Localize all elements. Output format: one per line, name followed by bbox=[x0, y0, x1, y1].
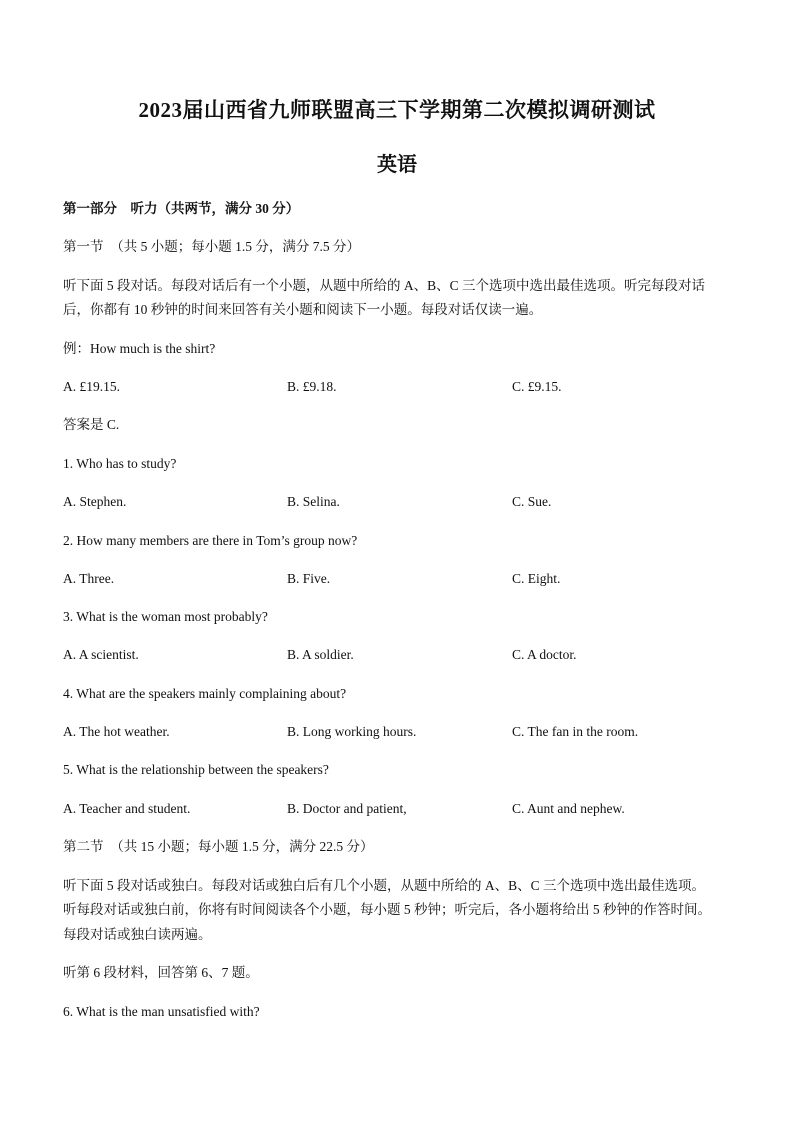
question-4-option-b: B. Long working hours. bbox=[287, 724, 417, 739]
example-options bbox=[63, 377, 743, 397]
question-1-option-b: B. Selina. bbox=[287, 494, 340, 509]
section2-instructions-line-3: 每段对话或独白读两遍。 bbox=[63, 927, 212, 942]
question-2-option-b: B. Five. bbox=[287, 571, 331, 586]
question-4: 4. What are the speakers mainly complaining about? bbox=[63, 686, 347, 701]
material-note: 听第 6 段材料，回答第 6、7 题。 bbox=[63, 965, 259, 980]
question-1-option-a: A. Stephen. bbox=[63, 494, 127, 509]
example-answer: 答案是 C. bbox=[63, 417, 120, 432]
question-6: 6. What is the man unsatisfied with? bbox=[63, 1004, 260, 1019]
question-5-options bbox=[63, 799, 743, 819]
question-3-option-a: A. A scientist. bbox=[63, 647, 139, 662]
page-title: 2023届山西省九师联盟高三下学期第二次模拟调研测试 bbox=[138, 98, 656, 122]
section2-heading: 第二节 （共 15 小题；每小题 1.5 分，满分 22.5 分） bbox=[63, 839, 374, 854]
section1-instructions-line-2: 后，你都有 10 秒钟的时间来回答有关小题和阅读下一小题。每段对话仅读一遍。 bbox=[63, 302, 543, 317]
question-4-option-c: C. The fan in the room. bbox=[512, 724, 639, 739]
section2-instructions-line-1: 听下面 5 段对话或独白。每段对话或独白后有几个小题，从题中所给的 A、B、C 三个选项中选出最佳选项。 bbox=[63, 878, 706, 893]
question-5: 5. What is the relationship between the speakers? bbox=[63, 762, 329, 777]
example-question: 例：How much is the shirt? bbox=[63, 341, 216, 356]
question-3-option-c: C. A doctor. bbox=[512, 647, 577, 662]
question-3-options bbox=[63, 645, 743, 665]
question-3: 3. What is the woman most probably? bbox=[63, 609, 268, 624]
example-option-b: B. £9.18. bbox=[287, 379, 337, 394]
section2-instructions-line-2: 听每段对话或独白前，你将有时间阅读各个小题，每小题 5 秒钟；听完后，各小题将给出 5 秒钟的作答时间。 bbox=[63, 902, 711, 917]
question-4-option-a: A. The hot weather. bbox=[63, 724, 170, 739]
question-2-option-c: C. Eight. bbox=[512, 571, 561, 586]
question-2: 2. How many members are there in Tom’s group now? bbox=[63, 533, 358, 548]
question-1-option-c: C. Sue. bbox=[512, 494, 552, 509]
section1-heading: 第一节 （共 5 小题；每小题 1.5 分，满分 7.5 分） bbox=[63, 239, 360, 254]
question-2-options bbox=[63, 569, 743, 589]
question-5-option-b: B. Doctor and patient, bbox=[287, 801, 407, 816]
part1-heading: 第一部分 听力（共两节，满分 30 分） bbox=[63, 201, 300, 216]
question-5-option-a: A. Teacher and student. bbox=[63, 801, 191, 816]
example-option-a: A. £19.15. bbox=[63, 379, 120, 394]
subject-title: 英语 bbox=[377, 154, 417, 176]
question-5-option-c: C. Aunt and nephew. bbox=[512, 801, 625, 816]
question-1-options bbox=[63, 492, 743, 512]
question-4-options bbox=[63, 722, 743, 742]
example-option-c: C. £9.15. bbox=[512, 379, 562, 394]
question-1: 1. Who has to study? bbox=[63, 456, 177, 471]
question-3-option-b: B. A soldier. bbox=[287, 647, 354, 662]
section1-instructions-line-1: 听下面 5 段对话。每段对话后有一个小题，从题中所给的 A、B、C 三个选项中选出最佳选项。听完每段对话 bbox=[63, 278, 706, 293]
question-2-option-a: A. Three. bbox=[63, 571, 115, 586]
